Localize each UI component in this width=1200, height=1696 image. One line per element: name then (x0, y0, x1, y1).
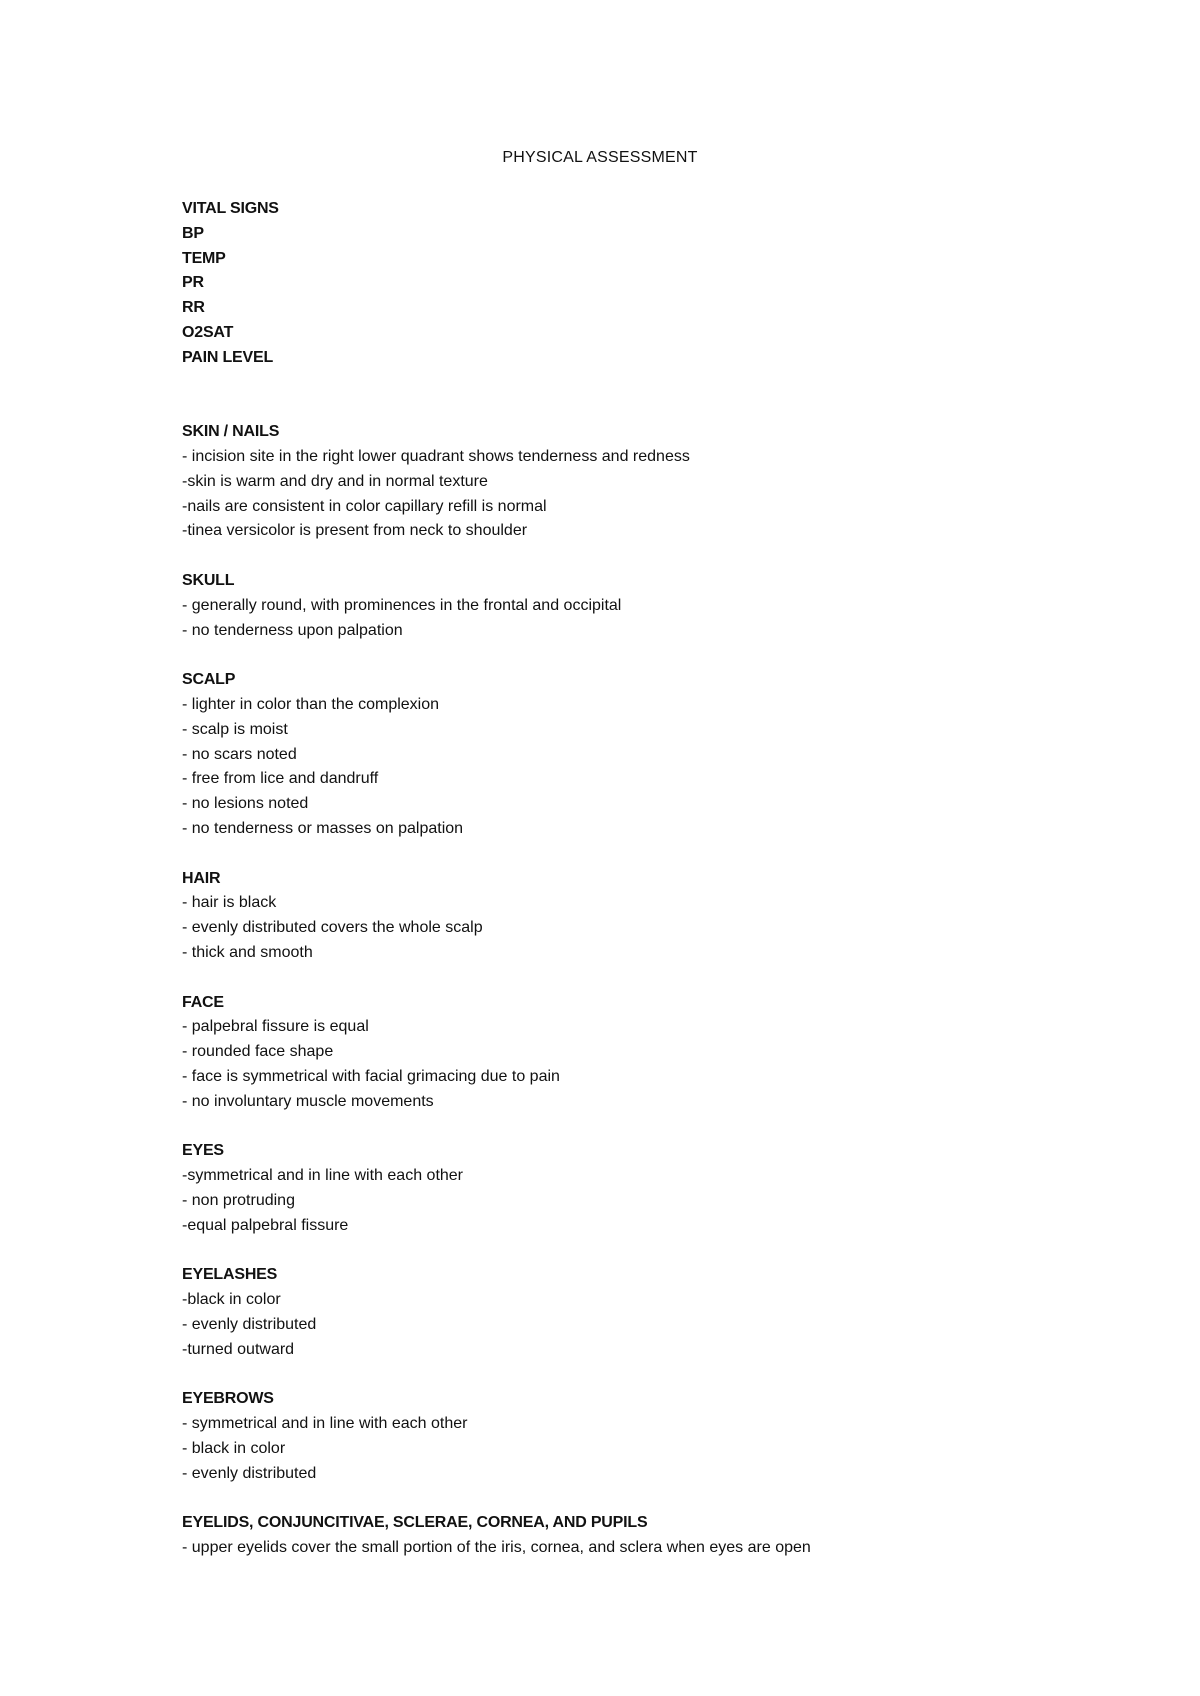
section-line: - no tenderness upon palpation (182, 621, 403, 639)
section-face (182, 991, 1142, 1115)
section-line: - symmetrical and in line with each other (182, 1415, 468, 1433)
section-line: - lighter in color than the complexion (182, 695, 440, 713)
section-line: -equal palpebral fissure (182, 1216, 349, 1234)
section-line: -symmetrical and in line with each other (182, 1167, 464, 1185)
section-heading-eyes: EYES (182, 1142, 224, 1160)
section-line: - black in color (182, 1439, 286, 1457)
section-heading-skin-nails: SKIN / NAILS (182, 423, 280, 441)
section-skin-nails (182, 420, 1142, 544)
section-line: - upper eyelids cover the small portion of the iris, cornea, and sclera when eyes are open (182, 1539, 811, 1557)
vital-item-pain-level: PAIN LEVEL (182, 348, 274, 366)
section-line: - non protruding (182, 1191, 295, 1209)
section-line: -nails are consistent in color capillary refill is normal (182, 497, 547, 515)
section-line: - free from lice and dandruff (182, 770, 379, 788)
section-line: - rounded face shape (182, 1043, 334, 1061)
vital-item-temp: TEMP (182, 249, 226, 267)
section-line: - no lesions noted (182, 795, 309, 813)
vital-item-bp: BP (182, 224, 204, 242)
vital-item-pr: PR (182, 274, 204, 292)
section-heading-face: FACE (182, 993, 224, 1011)
section-line: -tinea versicolor is present from neck to shoulder (182, 522, 528, 540)
section-line: - no involuntary muscle movements (182, 1092, 434, 1110)
document-body (182, 197, 1142, 1561)
section-line: -skin is warm and dry and in normal texture (182, 472, 488, 490)
section-line: - evenly distributed covers the whole scalp (182, 919, 483, 937)
section-line: - generally round, with prominences in the frontal and occipital (182, 596, 622, 614)
section-line: -black in color (182, 1291, 281, 1309)
section-eyes (182, 1139, 1142, 1238)
section-heading-vital-signs: VITAL SIGNS (182, 200, 279, 217)
section-line: - palpebral fissure is equal (182, 1018, 369, 1036)
section-heading-hair: HAIR (182, 869, 221, 887)
section-eyebrows (182, 1387, 1142, 1486)
section-heading-eyebrows: EYEBROWS (182, 1390, 274, 1408)
section-heading-scalp: SCALP (182, 671, 236, 689)
section-line: - no tenderness or masses on palpation (182, 819, 464, 837)
section-vital-signs (182, 197, 1142, 371)
document-title: PHYSICAL ASSESSMENT (502, 149, 698, 166)
section-scalp (182, 668, 1142, 842)
section-line: - evenly distributed (182, 1315, 317, 1333)
section-line: - scalp is moist (182, 720, 288, 738)
section-eyelids (182, 1511, 1142, 1561)
section-line: - face is symmetrical with facial grimacing due to pain (182, 1067, 560, 1085)
section-heading-eyelids: EYELIDS, CONJUNCITIVAE, SCLERAE, CORNEA, AND PUPILS (182, 1514, 648, 1532)
section-line: - hair is black (182, 894, 277, 912)
vital-item-o2sat: O2SAT (182, 323, 234, 341)
section-skull (182, 569, 1142, 643)
section-line: -turned outward (182, 1340, 295, 1358)
section-line: - no scars noted (182, 745, 297, 763)
section-line: - evenly distributed (182, 1464, 317, 1482)
section-line: - incision site in the right lower quadrant shows tenderness and redness (182, 447, 690, 465)
section-line: - thick and smooth (182, 943, 313, 961)
section-eyelashes (182, 1263, 1142, 1362)
section-heading-skull: SKULL (182, 571, 235, 589)
section-heading-eyelashes: EYELASHES (182, 1266, 278, 1284)
vital-item-rr: RR (182, 299, 205, 317)
section-hair (182, 867, 1142, 966)
